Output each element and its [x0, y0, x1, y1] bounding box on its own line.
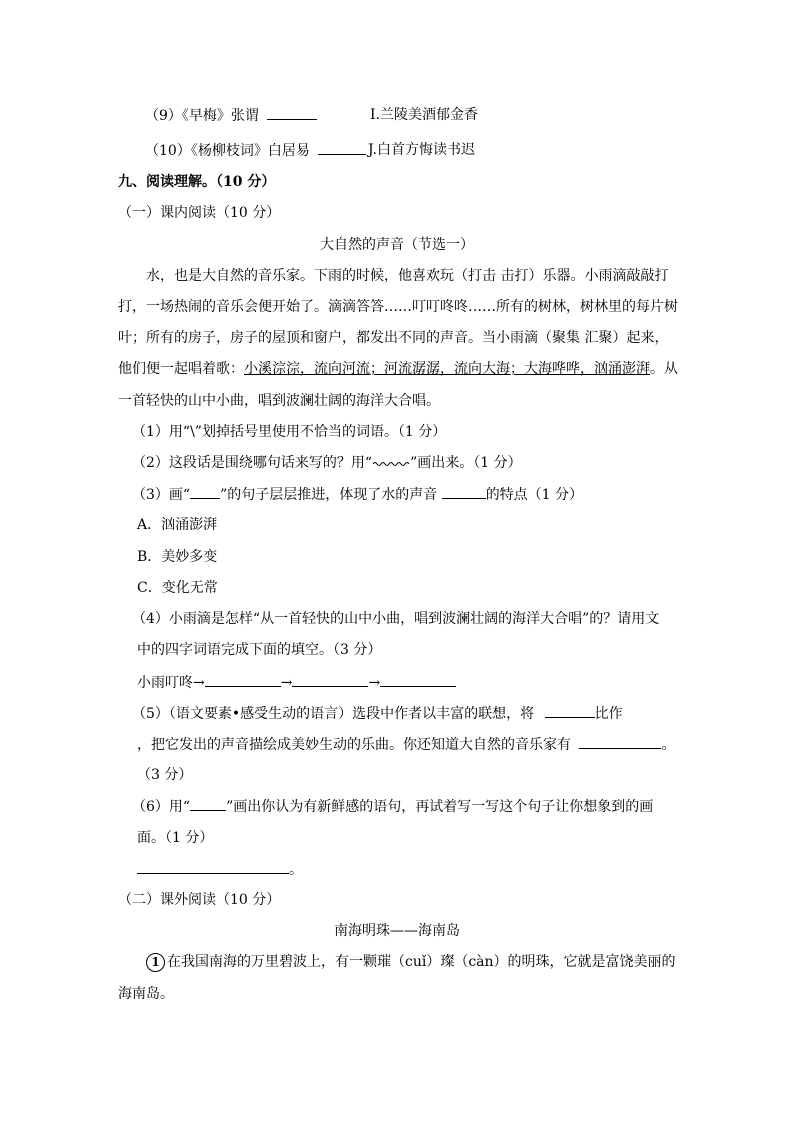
question-6-line-2: 面。（1 分）: [137, 830, 214, 846]
match-left-10: （10）《杨柳枝词》白居易: [145, 143, 310, 159]
passage-title: 大自然的声音（节选一）: [320, 237, 474, 253]
question-3-post: 的特点（1 分）: [485, 487, 584, 503]
fill-blank-2: [292, 672, 368, 687]
passage-line-3: 叶；所有的房子，房子的屋顶和窗户，都发出不同的声音。当小雨滴（聚集 汇聚）起来，: [118, 330, 669, 346]
match-left-9: （9）《早梅》张谓: [145, 108, 259, 124]
match-blank-9: [267, 105, 317, 120]
question-6-end: 。: [289, 862, 303, 878]
match-right-9: I.兰陵美酒郁金香: [370, 107, 478, 123]
part1-title: （一）课内阅读（10 分）: [118, 205, 281, 221]
passage-line-4-pre: 他们便一起唱着歌：: [118, 361, 244, 377]
fill-blank-1: [205, 672, 281, 687]
question-6-line-1-pre: （6）用“: [132, 799, 191, 815]
question-2-pre: （2）这段话是围绕哪句话来写的？用“: [132, 455, 373, 471]
arrow-icon: →: [193, 675, 205, 691]
question-5-line-1: [132, 703, 623, 724]
question-3: [132, 484, 583, 505]
passage-line-2: 打，一场热闹的音乐会便开始了。滴滴答答……叮叮咚咚……所有的树林，树林里的每片树: [118, 299, 678, 315]
wavy-line-icon: [372, 458, 410, 468]
option-a: A．汹涌澎湃: [137, 517, 218, 533]
arrow-icon: →: [368, 675, 381, 691]
match-row-10: [145, 140, 366, 161]
question-1: （1）用“\”划掉括号里使用不恰当的词语。（1 分）: [132, 424, 447, 440]
arrow-icon: →: [280, 675, 293, 691]
question-2-post: ”画出来。（1 分）: [410, 455, 522, 471]
question-5-line-2-pre: ，把它发出的声音描绘成美妙生动的乐曲。你还知道大自然的音乐家有: [137, 737, 576, 753]
question-5-line-2: [137, 734, 675, 755]
passage-line-1: 水，也是大自然的音乐家。下雨的时候，他喜欢玩（打击 击打）乐器。小雨滴敲敲打: [146, 268, 669, 284]
underline-mark-sample-2: [190, 796, 226, 811]
passage2-line-1-text: 在我国南海的万里碧波上，有一颗璀（cuǐ）璨（càn）的明珠，它就是富饶美丽的: [167, 954, 676, 970]
question-6-answer: [137, 859, 303, 880]
question-5-blank-2: [579, 734, 661, 749]
match-row-9: [145, 105, 317, 126]
question-5-line-1-post: 比作: [594, 706, 623, 722]
question-2: [132, 453, 522, 473]
question-3-pre: （3）画“: [132, 487, 191, 503]
question-4-line-1: （4）小雨滴是怎样“从一首轻快的山中小曲，唱到波澜壮阔的海洋大合唱”的？请用文: [132, 611, 660, 627]
question-5-line-1-pre: （5）（语文要素•感受生动的语言）选段中作者以丰富的联想，将: [132, 706, 539, 722]
question-5-blank-1: [545, 703, 595, 718]
question-3-blank: [442, 484, 486, 499]
question-4-fill: [137, 672, 456, 693]
passage2-title: 南海明珠——海南岛: [334, 923, 460, 939]
question-6-line-1-post: ”画出你认为有新鲜感的语句，再试着写一写这个句子让你想象到的画: [226, 799, 654, 815]
question-3-mid: ”的句子层层推进，体现了水的声音: [220, 487, 442, 503]
passage-line-4-post: 。从: [650, 361, 678, 377]
passage2-line-2: 海南岛。: [118, 986, 174, 1002]
paragraph-number-badge: 1: [146, 953, 165, 972]
section-title: 九、阅读理解。（10 分）: [118, 174, 276, 190]
option-c: C．变化无常: [137, 580, 218, 596]
part2-title: （二）课外阅读（10 分）: [118, 892, 281, 908]
question-5-line-2-post: 。: [661, 737, 676, 753]
underline-mark-sample: [190, 484, 220, 499]
question-6-blank: [137, 859, 289, 874]
underlined-sentence: 小溪淙淙，流向河流；河流潺潺，流向大海；大海哗哗，汹涌澎湃: [244, 361, 650, 377]
option-b: B．美妙多变: [137, 549, 218, 565]
fill-blank-3: [380, 672, 456, 687]
fill-start: 小雨叮咚: [137, 675, 193, 691]
match-right-10: J.白首方悔读书迟: [368, 142, 475, 158]
question-6-line-1: [132, 796, 653, 817]
match-blank-10: [318, 140, 366, 155]
question-4-line-2: 中的四字词语完成下面的填空。（3 分）: [137, 642, 382, 658]
passage-line-5: 一首轻快的山中小曲，唱到波澜壮阔的海洋大合唱。: [118, 393, 440, 409]
passage-line-4: [118, 359, 678, 379]
passage2-line-1: [146, 952, 676, 972]
question-5-score: （3 分）: [137, 767, 193, 783]
